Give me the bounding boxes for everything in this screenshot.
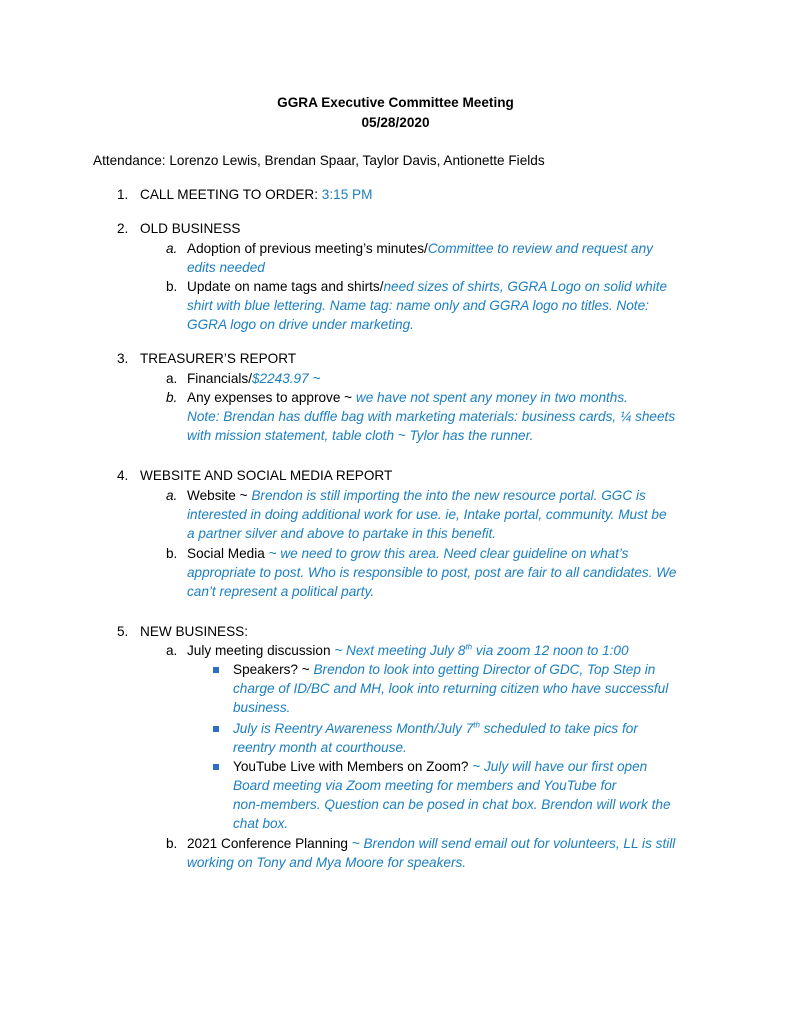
item-3b-line1 (187, 388, 628, 407)
bullet-1-text: Speakers? ~ (233, 662, 314, 677)
bullet-3-note2: Board meeting via Zoom meeting for members and YouTube for (233, 778, 617, 793)
bullet-3-note3: non-members. Question can be posed in chat box. Brendon will work the (233, 797, 671, 812)
attendance-line: Attendance: Lorenzo Lewis, Brendan Spaar, Taylor Davis, Antionette Fields (93, 153, 545, 168)
item-4a-mark: a. (166, 488, 178, 503)
section-4-heading: WEBSITE AND SOCIAL MEDIA REPORT (140, 468, 393, 483)
item-3a-note: $2243.97 ~ (251, 371, 321, 386)
item-4b-note2: appropriate to post. Who is responsible to post, post are fair to all candidates. We (187, 565, 677, 580)
item-4b-text: Social Media (187, 546, 269, 561)
section-2-number: 2. (117, 221, 129, 236)
bullet-3-note1: ~ July will have our first open (472, 759, 648, 774)
section-1-time: 3:15 PM (321, 187, 373, 202)
bullet-3-note4: chat box. (233, 816, 289, 831)
item-2a-note1: Committee to review and request any (427, 241, 653, 256)
bullet-3-line1 (233, 757, 647, 776)
item-4a-note1: Brendon is still importing the into the new resource portal. GGC is (251, 488, 646, 503)
item-5b-line1 (187, 834, 675, 853)
section-1-label: CALL MEETING TO ORDER: (140, 187, 322, 202)
section-2-heading: OLD BUSINESS (140, 221, 241, 236)
item-5a-line (187, 641, 629, 660)
bullet-1-note2: charge of ID/BC and MH, look into returning citizen who have successful (233, 681, 669, 696)
square-bullet-icon (213, 726, 219, 732)
item-4b-note3: can’t represent a political party. (187, 584, 375, 599)
bullet-3-text: YouTube Live with Members on Zoom? (233, 759, 473, 774)
meeting-date: 05/28/2020 (361, 115, 430, 130)
square-bullet-icon (213, 764, 219, 770)
section-1-number: 1. (117, 187, 129, 202)
item-5b-text: 2021 Conference Planning (187, 836, 352, 851)
item-2a-mark: a. (166, 241, 178, 256)
section-3-heading: TREASURER’S REPORT (140, 351, 297, 366)
item-4b-note1: ~ we need to grow this area. Need clear guideline on what’s (268, 546, 629, 561)
item-3a-mark: a. (166, 371, 178, 386)
section-3-number: 3. (117, 351, 129, 366)
item-5b-note2: working on Tony and Mya Moore for speakers. (187, 855, 467, 870)
item-5b-note1: ~ Brendon will send email out for volunteers, LL is still (351, 836, 676, 851)
item-4a-line1 (187, 486, 646, 505)
section-1-heading (140, 185, 372, 204)
section-5-number: 5. (117, 624, 129, 639)
square-bullet-icon (213, 667, 219, 673)
meeting-title: GGRA Executive Committee Meeting (277, 95, 514, 110)
item-4b-line1 (187, 544, 628, 563)
item-3a-line (187, 369, 320, 388)
item-2b-mark: b. (166, 279, 178, 294)
item-4a-note3: a partner silver and above to partake in this benefit. (187, 526, 497, 541)
bullet-1-note3: business. (233, 700, 291, 715)
item-3b-text: Any expenses to approve ~ (187, 390, 356, 405)
bullet-2-note1: July is Reentry Awareness Month/July 7th scheduled to take pics for (233, 720, 638, 736)
item-2a-note2: edits needed (187, 260, 265, 275)
item-2b-note1: need sizes of shirts, GGRA Logo on solid white (383, 279, 668, 294)
item-3b-mark: b. (166, 390, 178, 405)
item-5a-text: July meeting discussion (187, 643, 335, 658)
bullet-2-note2: reentry month at courthouse. (233, 740, 407, 755)
item-4b-mark: b. (166, 546, 178, 561)
item-2b-line1 (187, 277, 667, 296)
item-3b-note2: Note: Brendan has duffle bag with marketing materials: business cards, ¼ sheets (187, 409, 676, 424)
item-3b-note1: we have not spent any money in two months. (355, 390, 628, 405)
item-4a-text: Website ~ (187, 488, 252, 503)
item-4a-note2: interested in doing additional work for use. ie, Intake portal, community. Must be (187, 507, 667, 522)
bullet-1-note1: Brendon to look into getting Director of GDC, Top Step in (313, 662, 656, 677)
section-4-number: 4. (117, 468, 129, 483)
section-5-heading: NEW BUSINESS: (140, 624, 249, 639)
item-5b-mark: b. (166, 836, 178, 851)
item-2a-line1 (187, 239, 653, 258)
item-3b-note3: with mission statement, table cloth ~ Tylor has the runner. (187, 428, 534, 443)
item-3a-text: Financials/ (187, 371, 252, 386)
item-5a-note: ~ Next meeting July 8th via zoom 12 noon to 1:00 (334, 642, 629, 658)
item-2b-note3: GGRA logo on drive under marketing. (187, 317, 414, 332)
item-2b-text: Update on name tags and shirts/ (187, 279, 384, 294)
item-2a-text: Adoption of previous meeting’s minutes/ (187, 241, 428, 256)
item-2b-note2: shirt with blue lettering. Name tag: name only and GGRA logo no titles. Note: (187, 298, 649, 313)
bullet-1-line1 (233, 660, 655, 679)
item-5a-mark: a. (166, 643, 178, 658)
